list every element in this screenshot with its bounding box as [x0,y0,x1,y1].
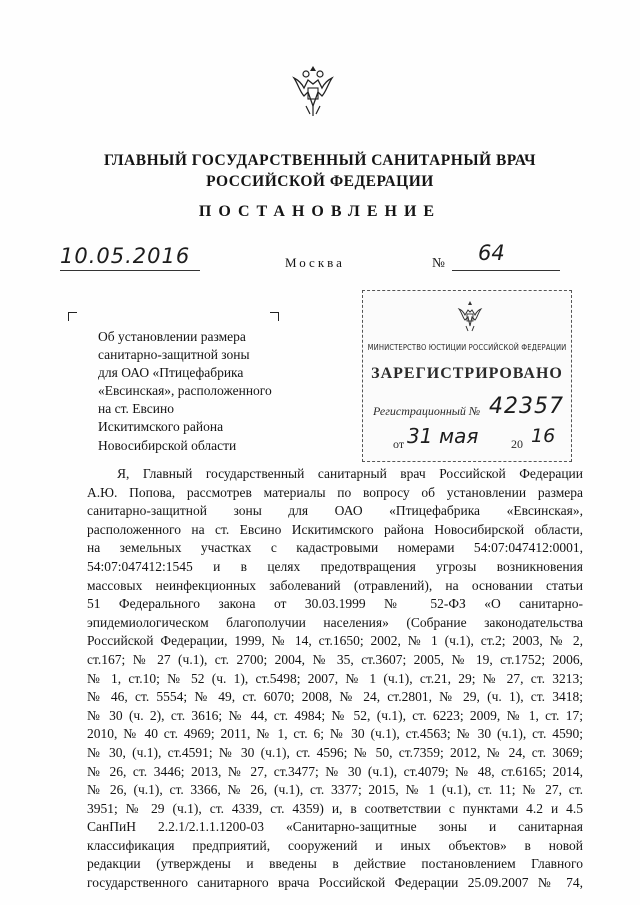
body-line: государственного санитарного врача Российской Федерации 25.09.2007 № 74, [87,875,583,891]
body-line: ст.167; № 27 (ч.1), ст. 2700; 2004, № 35, ст.3607; 2005, № 19, ст.1752; 2006, [87,651,583,667]
subject-line: Об установлении размера [98,329,246,344]
subject-right-bracket [270,312,279,321]
subject-block [98,328,298,455]
body-line: № 1, ст.10; № 52 (ч. 1), ст.5498; 2007, № 1 (ч.1), ст.21, 29; № 27, ст. 3213; [87,670,583,686]
subject-line: Новосибирской области [98,437,237,453]
body-line: 2010, № 40 ст. 4969; 2011, № 1, ст. 6; № 30 (ч.1), ст.4563; № 30 (ч.1), ст. 4590; [87,726,583,742]
subject-line: «Евсинская», расположенного [98,383,272,399]
coat-of-arms-icon [286,62,340,118]
subject-line: Искитимского района [98,419,224,435]
body-line: СанПиН 2.2.1/2.1.1.1200-03 «Санитарно-защитные зоны и санитарная [87,819,583,835]
body-text [87,465,583,893]
body-line: Я, Главный государственный санитарный врач Российской Федерации [117,466,583,481]
issuing-authority [60,150,580,192]
body-line: санитарно-защитной зоны для ОАО «Птицефабрика «Евсинская», [87,503,583,519]
stamp-registration-number-label: Регистрационный № [373,404,481,418]
body-line: 3951; № 29 (ч.1), ст. 4339, ст. 4359) и, в соответствии с пунктами 4.2 и 4.5 [87,800,583,816]
stamp-registration-number: 42357 [489,394,564,419]
city-label: Москва [285,255,345,270]
body-line: 51 Федерального закона от 30.03.1999 № 52-ФЗ «О санитарно- [87,596,583,612]
body-line: массовых неинфекционных заболеваний (отравлений), на основании статьи [87,577,583,593]
body-line: эпидемиологическом благополучии населения» (Собрание законодательства [87,614,583,630]
body-line: редакции (утверждены и введены в действие постановлением Главного [87,856,583,872]
stamp-month: мая [439,424,479,448]
authority-line-1: ГЛАВНЫЙ ГОСУДАРСТВЕННЫЙ САНИТАРНЫЙ ВРАЧ [103,152,537,169]
document-type-title: ПОСТАНОВЛЕНИЕ [198,203,442,220]
body-line: № 30, (ч.1), ст.4591; № 30 (ч.1), ст. 4596; № 50, ст.7359; 2012, № 24, ст. 3069; [87,744,583,760]
stamp-year-suffix: 16 [531,425,556,447]
body-line: классификация предприятий, сооружений и иных объектов» в новой [87,837,583,853]
body-line: № 26, ст. 3446; 2013, № 27, ст.3477; № 30 (ч.1), ст.4079; № 48, ст.6165; 2014, [87,763,583,779]
handwritten-number: 64 [478,241,505,265]
handwritten-date: 10.05.2016 [60,244,191,268]
number-underline [452,270,560,271]
stamp-ministry-name: МИНИСТЕРСТВО ЮСТИЦИИ РОССИЙСКОЙ ФЕДЕРАЦИИ [367,343,567,352]
date-underline [60,270,200,271]
body-line: расположенного на ст. Евсино Искитимского района Новосибирской области, [87,521,583,537]
stamp-registered-label: ЗАРЕГИСТРИРОВАНО [371,365,563,382]
subject-line: на ст. Евсино [98,401,174,417]
body-line: на земельных участках с кадастровыми номерами 54:07:047412:0001, [87,540,583,556]
stamp-emblem-icon [455,299,485,333]
stamp-day: 31 [407,424,433,448]
body-line: Российской Федерации, 1999, № 14, ст.1650; 2002, № 1 (ч.1), ст.2; 2003, № 2, [87,633,583,649]
stamp-year-prefix: 20 [511,437,523,451]
subject-line: для ОАО «Птицефабрика [98,365,244,381]
body-line: № 46, ст. 5554; № 49, ст. 6070; 2008, № 24, ст.2801, № 29, (ч. 1), ст. 3418; [87,689,583,705]
stamp-from-label: от [393,437,405,451]
body-line: № 26, (ч.1), ст. 3366, № 26, (ч.1), ст. 3377; 2015, № 1 (ч.1), ст. 11; № 27, ст. [87,782,583,798]
subject-left-bracket [68,312,77,321]
body-line: № 30 (ч. 2), ст. 3616; № 44, ст. 4984; № 52, (ч.1), ст. 6223; 2009, № 1, ст. 17; [87,707,583,723]
authority-line-2: РОССИЙСКОЙ ФЕДЕРАЦИИ [206,173,434,190]
body-line: 54:07:047412:1545 и в целях предотвращения угрозы возникновения [87,558,583,574]
subject-line: санитарно-защитной зоны [98,347,250,363]
number-sign-label: № [432,255,445,270]
registration-stamp [362,290,572,462]
body-line: А.Ю. Попова, рассмотрев материалы по вопросу об установлении размера [87,484,583,500]
